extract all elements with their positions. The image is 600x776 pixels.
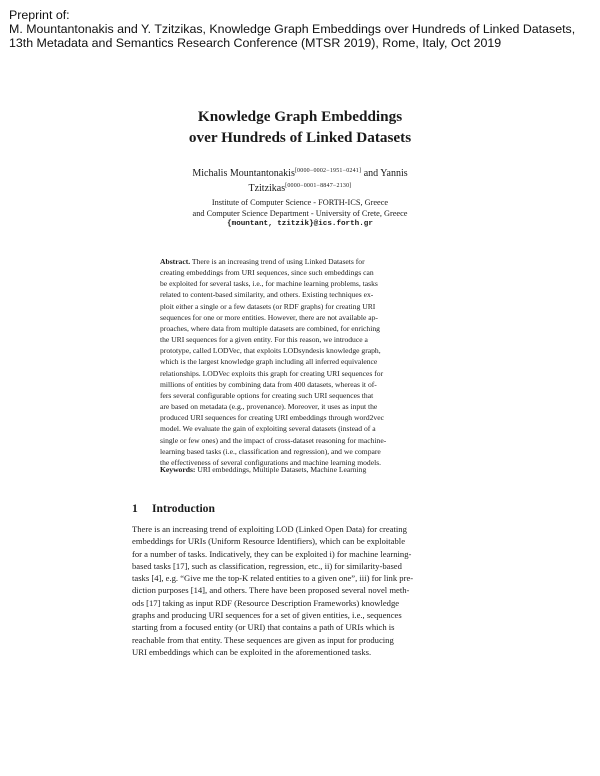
abstract-line: single or few ones) and the impact of cross-dataset reasoning for machine- <box>160 435 387 445</box>
abstract-line: sequences for one or more entities. However, there are not available ap- <box>160 312 378 322</box>
paragraph-line: tasks [4], e.g. “Give me the top-K related entities to a given one”, iii) for link pre- <box>132 573 414 584</box>
introduction-paragraph <box>132 523 470 658</box>
preprint-citation: M. Mountantonakis and Y. Tzitzikas, Knowledge Graph Embeddings over Hundreds of Linked Datasets, <box>9 22 576 37</box>
keywords-label: Keywords: <box>160 465 196 474</box>
abstract-line: the effectiveness of several configurations and machine learning models. <box>160 457 382 467</box>
author-line-1 <box>160 165 440 180</box>
title-line-2: over Hundreds of Linked Datasets <box>188 129 412 146</box>
abstract-line: related to content-based similarity, and others. Existing techniques ex- <box>160 290 374 300</box>
abstract-text: There is an increasing trend of using Linked Datasets for <box>190 257 365 266</box>
paragraph-line: graphs and producing URI sequences for a set of given entities, i.e., sequences <box>132 610 402 621</box>
abstract-line <box>160 256 441 267</box>
author-emails: {mountant, tzitzik}@ics.forth.gr <box>227 220 373 229</box>
affiliation-block <box>110 197 490 231</box>
abstract-line: be exploited for several tasks, i.e., for machine learning problems, tasks <box>160 279 378 289</box>
preprint-label: Preprint of: <box>9 8 70 22</box>
keywords-text: URI embeddings, Multiple Datasets, Machine Learning <box>195 465 367 474</box>
preprint-venue: 13th Metadata and Semantics Research Conference (MTSR 2019), Rome, Italy, Oct 2019 <box>9 36 502 51</box>
author-line-2 <box>160 180 440 195</box>
abstract-block <box>160 256 441 468</box>
abstract-line: proaches, where data from multiple datasets are combined, for enriching <box>160 323 380 333</box>
title-line-1: Knowledge Graph Embeddings <box>197 108 403 125</box>
author-name: Michalis Mountantonakis <box>192 168 295 179</box>
abstract-line: model. We evaluate the gain of exploiting several datasets (instead of a <box>160 424 376 434</box>
abstract-line: the URI sequences for a given entity. For this reason, we introduce a <box>160 335 368 345</box>
paragraph-line: diction purposes [14], and others. There have been proposed several novel meth- <box>132 585 410 596</box>
section-title: Introduction <box>152 502 215 515</box>
author-conjunction: and Yannis <box>361 168 408 179</box>
paragraph-line: reachable from that entity. These sequences are given as input for producing <box>132 634 394 645</box>
author-name: Tzitzikas <box>248 183 286 194</box>
section-number: 1 <box>132 502 138 515</box>
abstract-line: learning based tasks (i.e., classification and regression), and we compare <box>160 446 381 456</box>
paragraph-line: ods [17] taking as input RDF (Resource Description Frameworks) knowledge <box>132 597 400 608</box>
abstract-line: ploit either a single or a few datasets (or RDF graphs) for creating URI <box>160 301 376 311</box>
paper-title <box>100 106 500 148</box>
paragraph-line: starting from a focused entity (or URI) that contains a path of URIs which is <box>132 622 395 633</box>
preprint-notice <box>9 8 594 51</box>
paragraph-line: for a number of tasks. Indicatively, they can be exploited i) for machine learning- <box>132 548 412 559</box>
keywords-line <box>160 464 441 475</box>
abstract-line: relationships. LODVec exploits this graph for creating URI sequences for <box>160 368 384 378</box>
orcid-id: [0000−0001−8847−2130] <box>285 183 352 189</box>
paragraph-line: URI embeddings which can be exploited in the aforementioned tasks. <box>132 646 372 657</box>
abstract-line: prototype, called LODVec, that exploits LODsyndesis knowledge graph, <box>160 346 381 356</box>
abstract-label: Abstract. <box>160 257 191 266</box>
paragraph-line: There is an increasing trend of exploiting LOD (Linked Open Data) for creating <box>132 524 407 534</box>
section-heading <box>132 502 472 516</box>
abstract-line: creating embeddings from URI sequences, since such embeddings can <box>160 268 374 278</box>
abstract-line: produced URI sequences for creating URI embeddings through word2vec <box>160 413 384 423</box>
abstract-line: which is the largest knowledge graph including all inferred equivalence <box>160 357 378 367</box>
abstract-line: are based on metadata (e.g., provenance). Moreover, it uses as input the <box>160 402 378 412</box>
orcid-id: [0000−0002−1951−0241] <box>294 168 362 174</box>
affiliation-line: Institute of Computer Science - FORTH-ICS, Greece <box>211 198 389 207</box>
author-list <box>160 165 440 195</box>
paragraph-line: embeddings for URIs (Uniform Resource Identifiers), which can be exploitable <box>132 536 406 547</box>
abstract-line: fers several configurable options for creating such URI sequences that <box>160 390 374 400</box>
affiliation-line: and Computer Science Department - University of Crete, Greece <box>192 209 408 219</box>
abstract-line: millions of entities by combining data from 400 datasets, whereas it of- <box>160 379 377 389</box>
paragraph-line: based tasks [17], such as classification, regression, etc., ii) for similarity-based <box>132 560 402 571</box>
